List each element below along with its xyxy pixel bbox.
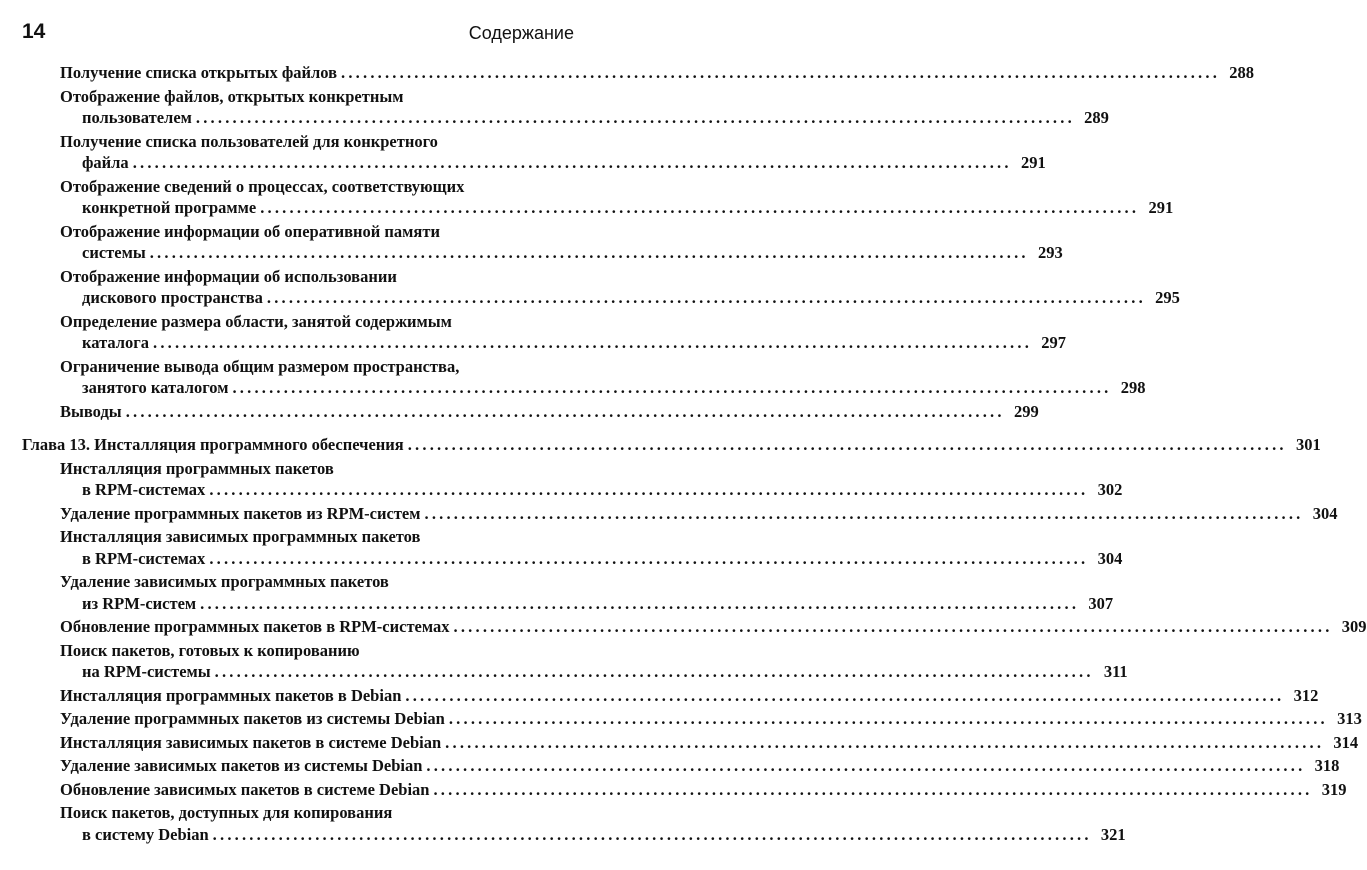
toc-chapter-title: Глава 13. Инсталляция программного обеспечения	[22, 435, 404, 454]
toc-entry-page: 311	[1103, 662, 1128, 681]
dot-leader: ........................................................................................................................	[445, 732, 1325, 752]
toc-entry-page: 288	[1229, 63, 1255, 82]
toc-chapter-entry[interactable]	[22, 434, 1321, 456]
toc-entry[interactable]	[22, 62, 1255, 84]
toc-entry-page: 298	[1120, 378, 1146, 397]
dot-leader: ........................................................................................................................	[132, 153, 1012, 172]
toc-entry[interactable]	[22, 221, 1063, 264]
toc-chapter-page: 301	[1295, 435, 1321, 454]
dot-leader: ........................................................................................................................	[424, 503, 1304, 523]
toc-entry[interactable]	[22, 526, 1123, 569]
toc-entry-title-line: Удаление программных пакетов из RPM-систем	[60, 503, 421, 523]
toc-entry-title-line: Поиск пакетов, доступных для копирования	[60, 803, 393, 822]
toc-entry[interactable]	[22, 732, 1359, 754]
dot-leader: ........................................................................................................................	[426, 756, 1306, 775]
dot-leader: ........................................................................................................................	[341, 63, 1221, 82]
toc-entry-page: 321	[1100, 824, 1126, 844]
toc-entry[interactable]	[22, 356, 1146, 399]
dot-leader: ........................................................................................................................	[407, 435, 1287, 454]
toc-entry-title-line: Обновление зависимых пакетов в системе Debian	[60, 779, 430, 799]
dot-leader: ........................................................................................................................	[260, 198, 1140, 217]
toc-entry-title-line: Удаление зависимых программных пакетов	[60, 572, 389, 591]
toc-entry-page: 295	[1155, 288, 1180, 307]
toc-entry-title-line: Ограничение вывода общим размером пространства,	[60, 356, 460, 376]
toc-entry-title-line: Отображение информации об оперативной памяти	[60, 221, 440, 241]
toc-entry-page: 299	[1013, 401, 1039, 421]
toc-entry-title-line: Получение списка открытых файлов	[60, 63, 338, 82]
dot-leader: ........................................................................................................................	[448, 709, 1328, 728]
toc-entry[interactable]	[22, 503, 1338, 525]
toc-entry[interactable]	[22, 708, 1362, 730]
toc-entry-title-line: Определение размера области, занятой содержимым	[60, 311, 452, 331]
toc-entry[interactable]	[22, 86, 1109, 129]
toc-entry-title-line: каталога	[82, 333, 150, 352]
toc-entry-title-line: Отображение файлов, открытых конкретным	[60, 86, 404, 106]
toc-entry-title-line: файла	[82, 153, 129, 172]
toc-entry-title-line: из RPM-систем	[82, 593, 197, 613]
dot-leader: ........................................................................................................................	[200, 593, 1080, 613]
toc-entry-page: 314	[1333, 732, 1359, 752]
toc-entry[interactable]	[22, 176, 1174, 219]
running-title: Содержание	[468, 23, 574, 43]
toc-entry-title-line: системы	[82, 243, 146, 262]
toc-entry-page: 319	[1321, 779, 1347, 799]
toc-entry-page: 312	[1293, 685, 1319, 705]
toc-entry[interactable]	[22, 779, 1347, 801]
dot-leader: ........................................................................................................................	[125, 401, 1005, 421]
toc-entry[interactable]	[22, 401, 1039, 423]
dot-leader: ........................................................................................................................	[453, 617, 1333, 636]
toc-entry-title-line: занятого каталогом	[82, 378, 229, 397]
toc-entry[interactable]	[22, 640, 1128, 683]
toc-entry-page: 291	[1020, 153, 1046, 172]
toc-entry-title-line: в систему Debian	[82, 824, 209, 844]
toc-entry[interactable]	[22, 616, 1367, 638]
toc-entry-page: 307	[1088, 593, 1114, 613]
toc-entry-page: 302	[1097, 480, 1123, 499]
toc-section-a	[22, 62, 1255, 422]
table-of-contents	[22, 62, 1367, 847]
toc-entry-title-line: Удаление зависимых пакетов из системы Debian	[60, 756, 423, 775]
toc-entry-page: 318	[1314, 756, 1340, 775]
dot-leader: ........................................................................................................................	[405, 685, 1285, 705]
chapter-gap	[22, 424, 576, 434]
toc-entry-title-line: Удаление программных пакетов из системы Debian	[60, 709, 445, 728]
dot-leader: ........................................................................................................................	[149, 243, 1029, 262]
dot-leader: ........................................................................................................................	[433, 779, 1313, 799]
dot-leader: ........................................................................................................................	[266, 288, 1146, 307]
toc-entry-page: 304	[1097, 548, 1123, 568]
toc-entry-title-line: Поиск пакетов, готовых к копированию	[60, 640, 360, 660]
toc-entry-page: 297	[1041, 333, 1067, 352]
toc-entry-title-line: Отображение сведений о процессах, соответствующих	[60, 176, 465, 196]
toc-entry-title-line: в RPM-системах	[82, 480, 206, 499]
toc-entry-title-line: пользователем	[82, 108, 192, 127]
toc-entry-title-line: Инсталляция программных пакетов	[60, 458, 334, 478]
toc-entry-title-line: Отображение информации об использовании	[60, 266, 397, 286]
dot-leader: ........................................................................................................................	[195, 108, 1075, 127]
toc-entry[interactable]	[22, 266, 1180, 309]
toc-entry[interactable]	[22, 802, 1126, 845]
toc-entry-title-line: Выводы	[60, 401, 122, 421]
toc-entry-page: 313	[1337, 709, 1362, 728]
toc-entry-title-line: Обновление программных пакетов в RPM-системах	[60, 617, 450, 636]
toc-entry-page: 309	[1341, 617, 1367, 636]
toc-entry-title-line: Инсталляция программных пакетов в Debian	[60, 685, 402, 705]
toc-entry[interactable]	[22, 685, 1319, 707]
dot-leader: ........................................................................................................................	[232, 378, 1112, 397]
toc-entry[interactable]	[22, 311, 1067, 354]
toc-entry-title-line: дискового пространства	[82, 288, 263, 307]
toc-entry-page: 291	[1148, 198, 1174, 217]
toc-entry-title-line: в RPM-системах	[82, 548, 206, 568]
dot-leader: ........................................................................................................................	[153, 333, 1033, 352]
toc-entry-title-line: Инсталляция зависимых пакетов в системе Debian	[60, 732, 442, 752]
toc-entry[interactable]	[22, 571, 1114, 614]
toc-entry[interactable]	[22, 458, 1123, 501]
page-header	[22, 18, 574, 48]
toc-entry-page: 293	[1037, 243, 1063, 262]
page-number: 14	[22, 20, 46, 43]
toc-entry-title-line: конкретной программе	[82, 198, 257, 217]
toc-entry-title-line: Получение списка пользователей для конкретного	[60, 131, 438, 151]
toc-entry[interactable]	[22, 755, 1340, 777]
toc-section-b	[22, 458, 1367, 846]
dot-leader: ........................................................................................................................	[209, 480, 1089, 499]
dot-leader: ........................................................................................................................	[209, 548, 1089, 568]
toc-entry[interactable]	[22, 131, 1046, 174]
dot-leader: ........................................................................................................................	[214, 662, 1094, 681]
toc-entry-page: 289	[1084, 108, 1109, 127]
dot-leader: ........................................................................................................................	[212, 824, 1092, 844]
toc-entry-title-line: Инсталляция зависимых программных пакетов	[60, 527, 421, 546]
toc-entry-title-line: на RPM-системы	[82, 662, 211, 681]
toc-entry-page: 304	[1312, 503, 1338, 523]
